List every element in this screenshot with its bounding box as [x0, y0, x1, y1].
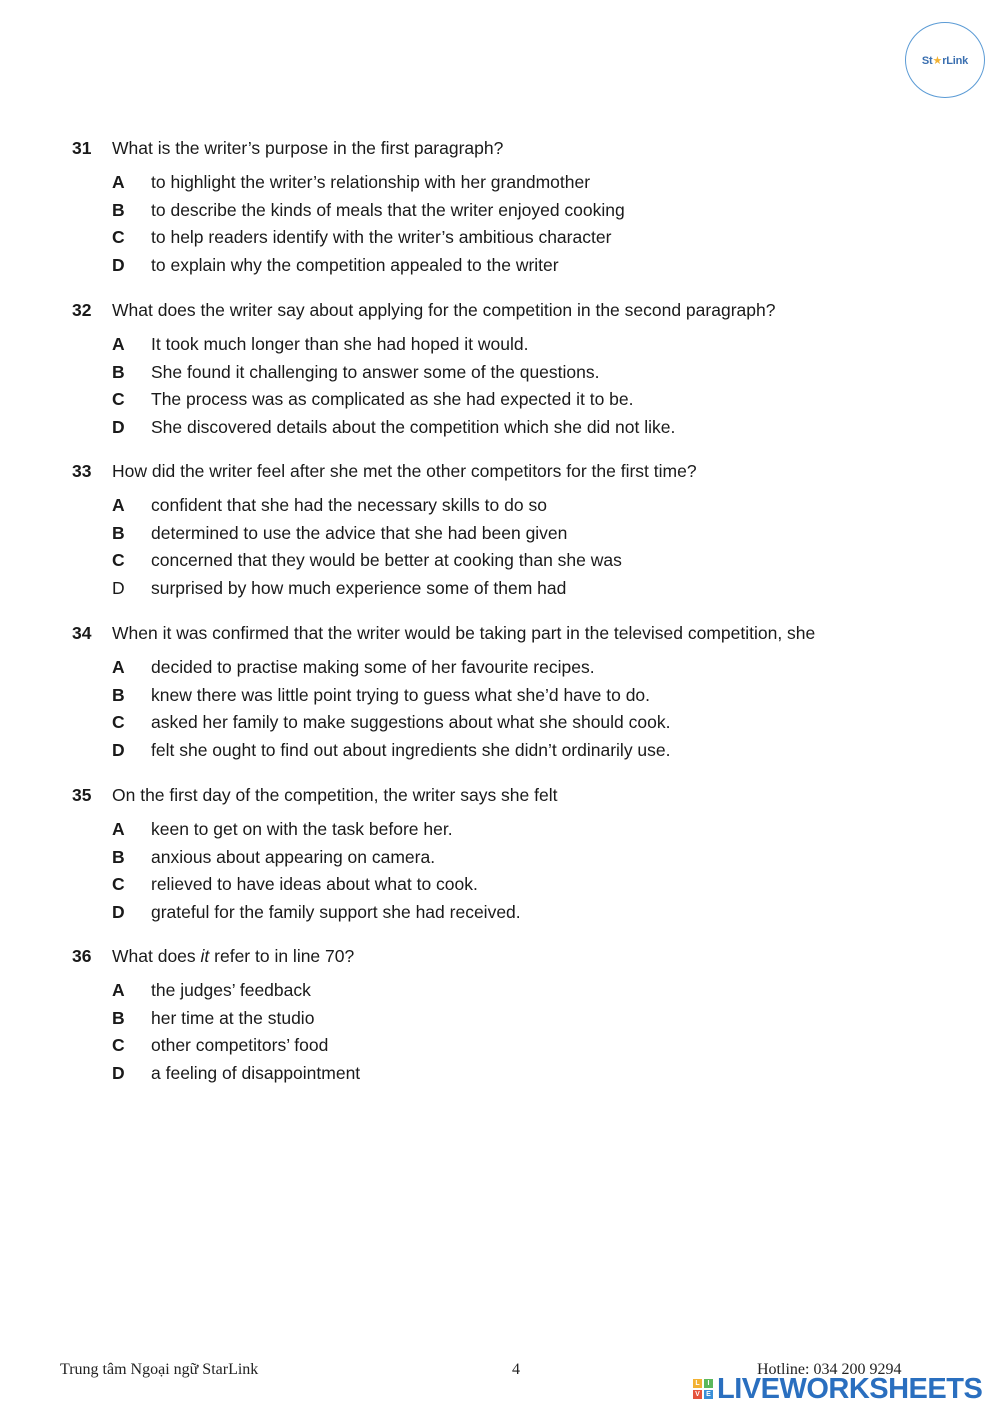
lw-block-v: V	[693, 1390, 702, 1399]
option-text: her time at the studio	[151, 1007, 315, 1028]
question-stem: On the first day of the competition, the writer says she felt	[112, 785, 558, 805]
footer-center-name: Trung tâm Ngoại ngữ StarLink	[60, 1361, 259, 1378]
option-text: keen to get on with the task before her.	[151, 819, 453, 839]
option-a[interactable]	[112, 494, 952, 522]
option-c[interactable]	[112, 873, 952, 901]
option-letter: A	[112, 980, 125, 1000]
option-letter: A	[112, 819, 125, 839]
option-letter: C	[112, 550, 125, 571]
option-text: knew there was little point trying to guess what she’d have to do.	[151, 684, 651, 705]
option-d[interactable]	[112, 901, 952, 929]
question-stem: What does it refer to in line 70?	[112, 946, 355, 966]
option-letter: D	[112, 902, 125, 923]
option-letter: C	[112, 1035, 125, 1056]
option-text: The process was as complicated as she had expected it to be.	[151, 389, 634, 410]
options-list	[72, 979, 952, 1090]
option-d[interactable]	[112, 1062, 952, 1090]
option-b[interactable]	[112, 361, 952, 389]
lw-block-i: I	[704, 1379, 713, 1388]
option-text: other competitors’ food	[151, 1035, 329, 1056]
page-number: 4	[512, 1361, 520, 1378]
question-number: 33	[72, 461, 92, 481]
footer-hotline: Hotline: 034 200 9294	[757, 1361, 902, 1378]
option-c[interactable]	[112, 549, 952, 577]
lw-block-e: E	[704, 1390, 713, 1399]
option-letter: B	[112, 846, 125, 867]
option-text: to help readers identify with the writer’s ambitious character	[151, 227, 612, 248]
option-c[interactable]	[112, 226, 952, 254]
option-a[interactable]	[112, 171, 952, 199]
option-letter: A	[112, 334, 125, 354]
option-letter: C	[112, 874, 125, 895]
option-text: to describe the kinds of meals that the writer enjoyed cooking	[151, 199, 625, 220]
option-text: surprised by how much experience some of them had	[151, 578, 567, 599]
starlink-logo	[905, 22, 985, 98]
option-text: determined to use the advice that she had been given	[151, 522, 568, 543]
option-a[interactable]	[112, 333, 952, 361]
option-text: the judges’ feedback	[151, 980, 311, 1000]
option-letter: C	[112, 389, 125, 410]
question-number: 35	[72, 785, 92, 805]
option-c[interactable]	[112, 1034, 952, 1062]
options-list	[72, 171, 952, 282]
option-letter: B	[112, 361, 125, 382]
option-letter: D	[112, 255, 125, 276]
option-d[interactable]	[112, 577, 952, 605]
option-letter: D	[112, 578, 125, 599]
question-36	[72, 945, 952, 1090]
question-stem: How did the writer feel after she met the other competitors for the first time?	[112, 461, 697, 481]
option-text: relieved to have ideas about what to cook.	[151, 874, 478, 895]
option-text: She found it challenging to answer some of the questions.	[151, 361, 600, 382]
question-stem: What is the writer’s purpose in the first paragraph?	[112, 138, 504, 158]
options-list	[72, 656, 952, 767]
option-letter: B	[112, 1007, 125, 1028]
liveworksheets-logo-icon	[693, 1379, 713, 1399]
question-34	[72, 622, 952, 767]
option-text: It took much longer than she had hoped it would.	[151, 334, 529, 354]
option-d[interactable]	[112, 416, 952, 444]
question-33	[72, 460, 952, 605]
option-text: concerned that they would be better at cooking than she was	[151, 550, 622, 571]
question-32	[72, 299, 952, 444]
option-text: grateful for the family support she had received.	[151, 902, 521, 923]
lw-block-l: L	[693, 1379, 702, 1388]
option-text: anxious about appearing on camera.	[151, 846, 436, 867]
question-stem: What does the writer say about applying for the competition in the second paragraph?	[112, 300, 776, 320]
question-stem: When it was confirmed that the writer would be taking part in the televised competition, she	[112, 623, 816, 643]
question-number: 34	[72, 623, 92, 643]
option-letter: A	[112, 172, 125, 192]
option-text: She discovered details about the competition which she did not like.	[151, 417, 676, 438]
option-b[interactable]	[112, 846, 952, 874]
question-number: 31	[72, 138, 92, 158]
option-b[interactable]	[112, 1007, 952, 1035]
question-35	[72, 784, 952, 929]
option-text: to highlight the writer’s relationship with her grandmother	[151, 172, 591, 192]
option-letter: A	[112, 657, 125, 677]
option-c[interactable]	[112, 711, 952, 739]
option-text: a feeling of disappointment	[151, 1063, 361, 1084]
option-letter: D	[112, 740, 125, 761]
option-letter: D	[112, 1063, 125, 1084]
option-letter: B	[112, 522, 125, 543]
question-number: 36	[72, 946, 92, 966]
italic-it: it	[200, 946, 210, 966]
options-list	[72, 494, 952, 605]
option-a[interactable]	[112, 818, 952, 846]
option-b[interactable]	[112, 522, 952, 550]
option-text: to explain why the competition appealed to the writer	[151, 255, 559, 276]
options-list	[72, 333, 952, 444]
option-text: decided to practise making some of her favourite recipes.	[151, 657, 595, 677]
option-text: confident that she had the necessary skills to do so	[151, 495, 547, 515]
logo-text: St★rLink	[921, 54, 969, 67]
option-b[interactable]	[112, 684, 952, 712]
option-b[interactable]	[112, 199, 952, 227]
option-a[interactable]	[112, 979, 952, 1007]
option-a[interactable]	[112, 656, 952, 684]
star-icon: ★	[932, 54, 943, 67]
option-letter: C	[112, 227, 125, 248]
option-c[interactable]	[112, 388, 952, 416]
options-list	[72, 818, 952, 929]
option-letter: D	[112, 417, 125, 438]
question-31	[72, 137, 952, 282]
option-letter: A	[112, 495, 125, 515]
question-number: 32	[72, 300, 92, 320]
watermark-text: LIVEWORKSHEETS	[717, 1373, 983, 1405]
option-d[interactable]	[112, 739, 952, 767]
option-text: felt she ought to find out about ingredients she didn’t ordinarily use.	[151, 740, 671, 761]
option-d[interactable]	[112, 254, 952, 282]
option-letter: B	[112, 199, 125, 220]
option-letter: B	[112, 684, 125, 705]
option-letter: C	[112, 712, 125, 733]
liveworksheets-watermark	[693, 1374, 982, 1404]
option-text: asked her family to make suggestions about what she should cook.	[151, 712, 671, 733]
